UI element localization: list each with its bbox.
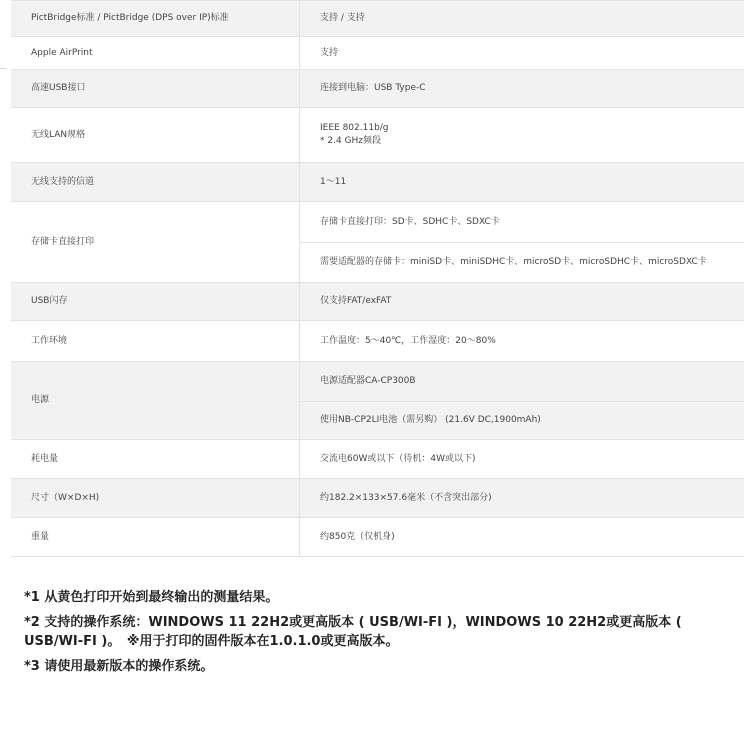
footnotes [24,588,734,676]
spec-label: 电源 [11,362,300,439]
spec-row-weight [11,518,744,557]
spec-label: 存储卡直接打印 [11,202,300,282]
spec-value: 交流电60W或以下（待机：4W或以下) [320,453,476,464]
spec-value: 工作温度：5～40℃，工作湿度：20～80% [320,335,496,346]
spec-value-line: 存储卡直接打印：SD卡、SDHC卡、SDXC卡 [320,216,500,227]
spec-label: 重量 [11,518,300,556]
spec-row-dimensions [11,479,744,518]
spec-label: Apple AirPrint [11,37,300,69]
spec-value-line: IEEE 802.11b/g [320,123,389,133]
spec-table [11,0,744,557]
spec-label: USB闪存 [11,283,300,320]
spec-label: 工作环境 [11,321,300,361]
spec-row-consumption [11,440,744,479]
spec-label: 无线支持的信道 [11,163,300,201]
spec-row-usb-flash [11,283,744,321]
spec-value-line: * 2.4 GHz频段 [320,136,382,146]
spec-row-airprint [11,37,744,70]
spec-row-environment [11,321,744,362]
spec-value: 连接到电脑：USB Type-C [300,70,744,107]
spec-row-pictbridge [11,1,744,37]
spec-row-channels [11,163,744,202]
edge-mark [0,68,6,69]
spec-row-usb [11,70,744,108]
spec-value [300,108,744,162]
spec-row-card-print [11,202,744,283]
spec-value-line: 电源适配器CA-CP300B [320,376,416,386]
spec-row-power [11,362,744,440]
footnote: *1 从黄色打印开始到最终输出的测量结果。 [24,590,279,605]
spec-value-line: 使用NB-CP2LI电池（需另购） (21.6V DC,1900mAh) [300,401,744,439]
footnote: *3 请使用最新版本的操作系统。 [24,659,214,674]
spec-value [300,202,744,282]
spec-value: 支持 / 支持 [300,1,744,36]
spec-value-line: 需要适配器的存储卡：miniSD卡、miniSDHC卡、microSD卡、microSDHC卡、microSDXC卡 [300,242,744,282]
spec-row-wlan [11,108,744,163]
spec-label: 无线LAN规格 [11,108,300,162]
spec-label: 高速USB接口 [11,70,300,107]
footnote: *2 支持的操作系统：WINDOWS 11 22H2或更高版本 ( USB/WI-FI )，WINDOWS 10 22H2或更高版本 ( USB/WI-FI )。 ※用于打印的固件版本在1.0.1.0或更高版本。 [24,615,682,649]
spec-label: PictBridge标准 / PictBridge (DPS over IP)标准 [11,1,300,36]
spec-label: 尺寸（W×D×H) [11,479,300,517]
spec-value: 约182.2×133×57.6毫米（不含突出部分) [300,479,744,517]
spec-value [300,362,744,439]
spec-value: 仅支持FAT/exFAT [300,283,744,320]
spec-value: 1～11 [300,163,744,201]
spec-label: 耗电量 [11,440,300,478]
spec-value: 支持 [320,47,339,58]
spec-value: 约850克（仅机身) [320,531,395,542]
